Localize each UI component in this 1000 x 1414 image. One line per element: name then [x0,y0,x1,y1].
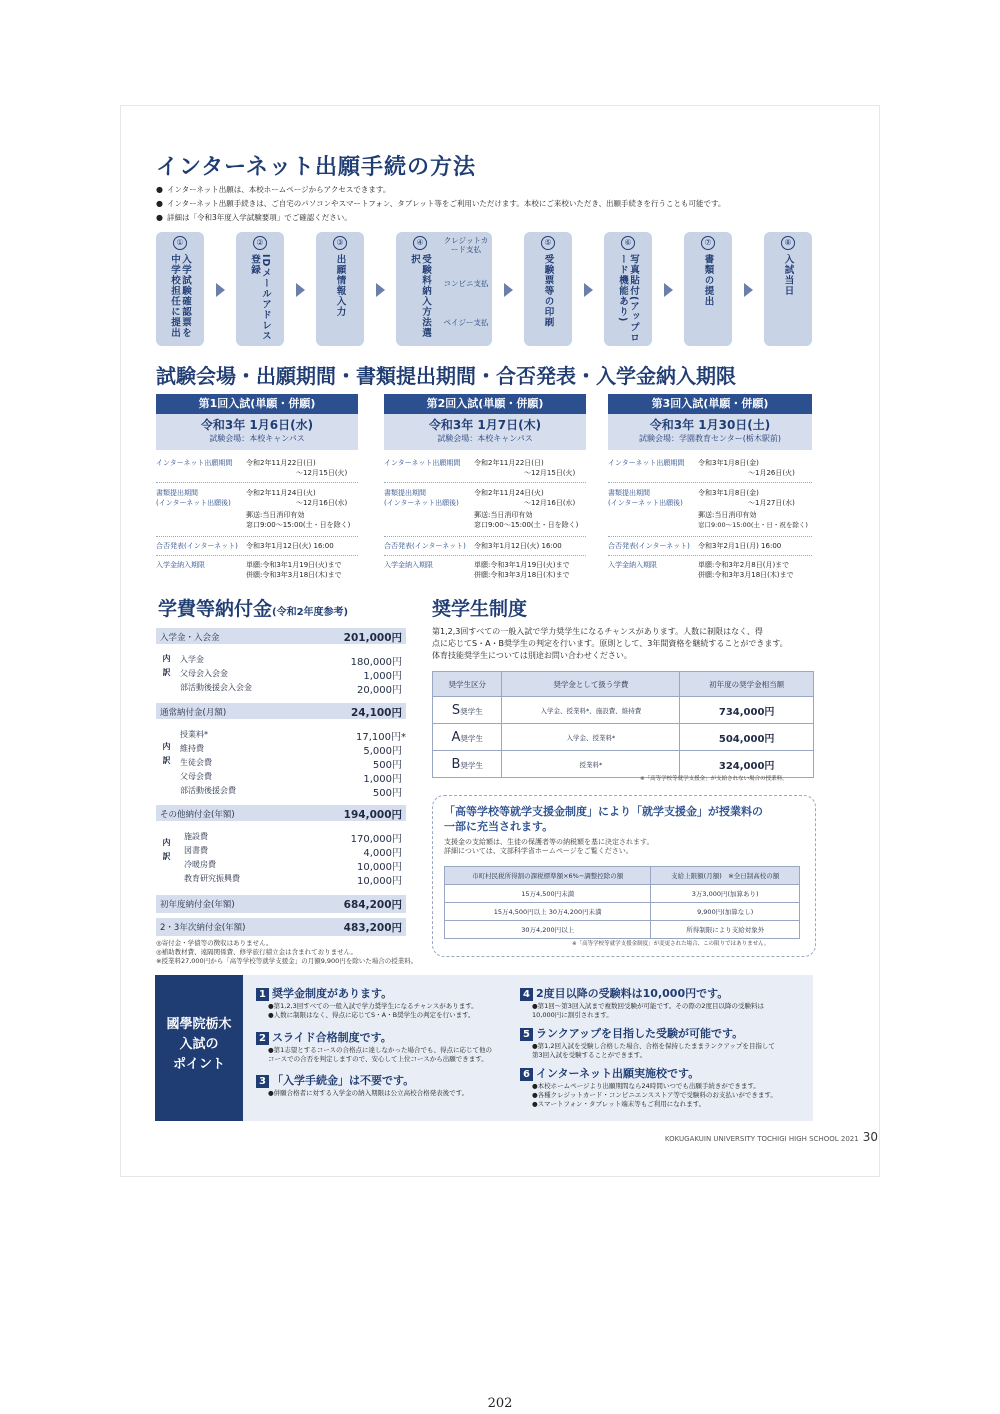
footer: KOKUGAKUIN UNIVERSITY TOCHIGI HIGH SCHOOL 2021 30 [664,1130,878,1144]
schedule-title: 試験会場・出願期間・書類提出期間・合否発表・入学金納入期限 [156,364,736,388]
arrow-icon [376,283,385,297]
fee-admission-total: 入学金・入会金 201,000円 [156,628,406,644]
fee-first-year: 初年度納付金(年額) 684,200円 [156,895,406,913]
fees-title: 学費等納付金(令和2年度参考) [158,598,349,620]
scholar-title: 奨学生制度 [432,598,528,620]
step-6: ⑥ 写真貼付(アップロード機能あり) [604,232,652,346]
scholar-table: 奨学生区分 奨学金として扱う学費 初年度の奨学金相当額 S奨学生 入学金、授業料*、施設費、維持費 734,000円 A奨学生 入学金、授業料* 504,000円 B奨学生 授業料* 324,000円 [432,671,814,778]
points-side: 國學院栃木 入試の ポイント [155,975,243,1121]
exam-2-info: 令和3年 1月7日(木) 試験会場：本校キャンパス [384,414,586,450]
step-4: ④ 受験料納入方法選択 [396,232,492,346]
scholar-text: 第1,2,3回すべての一般入試で学力奨学生になるチャンスがあります。人数に制限はなく、得 点に応じてS・A・B奨学生の判定を行います。原則として、3年間資格を継続することができます。 体育技能奨学生については別途お問い合わせください。 [432,627,788,660]
fee-later-year: 2・3年次納付金(年額) 483,200円 [156,918,406,936]
payment-payeasy: ペイジー支払 [443,318,489,327]
fee-monthly-total: 通常納付金(月額) 24,100円 [156,703,406,719]
arrow-icon [504,283,513,297]
exam-3-info: 令和3年 1月30日(土) 試験会場：学園教育センター(栃木駅前) [608,414,812,450]
exam-3-title: 第3回入試(単願・併願) [608,394,812,414]
step-3: ③ 出願情報入力 [316,232,364,346]
arrow-icon [216,283,225,297]
arrow-icon [584,283,593,297]
exam-2-title: 第2回入試(単願・併願) [384,394,586,414]
step-1: ① 入学試験確認票を中学校担任に提出 [156,232,204,346]
step-7: ⑦ 書類の提出 [684,232,732,346]
page-title: インターネット出願手続の方法 [156,155,477,180]
step-2: ② IDメールアドレス登録 [236,232,284,346]
step-5: ⑤ 受験票等の印刷 [524,232,572,346]
fee-yearly-total: その他納付金(年額) 194,000円 [156,805,406,821]
payment-credit: クレジットカード支払 [443,236,489,254]
bullet-3: ● 詳細は「令和3年度入学試験要項」でご確認ください。 [156,212,352,223]
arrow-icon [664,283,673,297]
bullet-2: ● インターネット出願手続きは、ご自宅のパソコンやスマートフォン、タブレット等をご利用いただけます。本校にご来校いただき、出願手続きを行うことも可能です。 [156,198,725,209]
exam-1-info: 令和3年 1月6日(水) 試験会場：本校キャンパス [156,414,358,450]
step-8: ⑧ 入試当日 [764,232,812,346]
support-table: 市町村民税所得割の課税標準額×6%−調整控除の額 支給上限額(月額) ※全日制高校の額 15万4,500円未満 3万3,000円(加算あり) 15万4,500円以上 30万4,200円未満 9,900円(加算なし) 30万4,200円以上 所得制限により支給対象外 [444,866,800,939]
bullet-1: ● インターネット出願は、本校ホームページからアクセスできます。 [156,184,390,195]
arrow-icon [296,283,305,297]
exam-1-title: 第1回入試(単願・併願) [156,394,358,414]
arrow-icon [744,283,753,297]
page-number: 202 [487,1396,513,1411]
fee-notes: ◎寄付金・学債等の徴収はありません。 ◎補助教材費、遠隔関係費、修学旅行積立金は含まれておりません。 ※授業料27,000円から「高等学校等就学支援金」の月額9,900円を除いた場合の授業料。 [156,939,418,965]
payment-convenience: コンビニ支払 [443,279,489,288]
